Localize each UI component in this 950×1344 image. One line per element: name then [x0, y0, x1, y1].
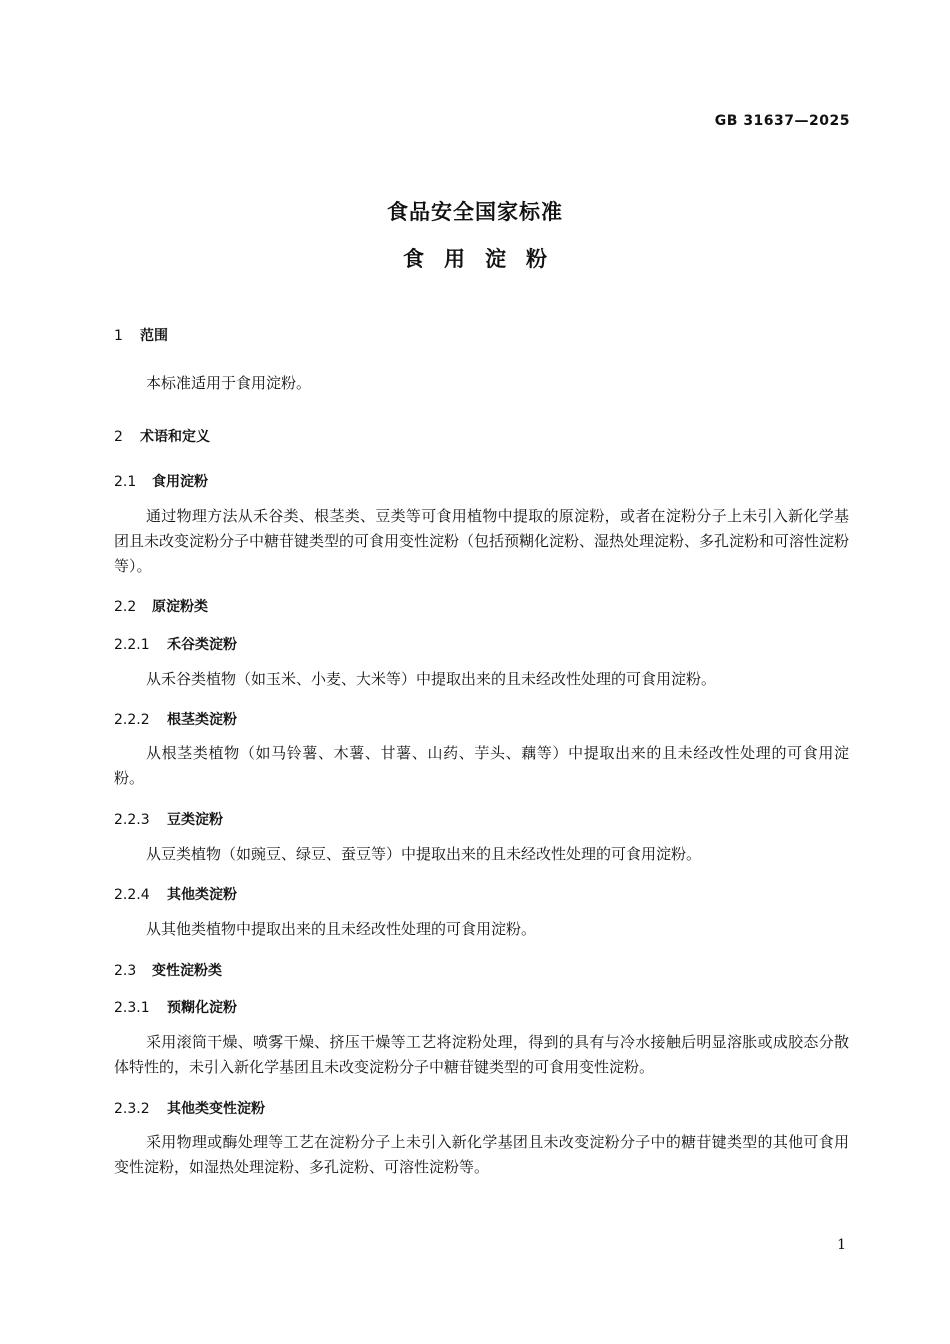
section-heading-2-2-2	[114, 709, 237, 729]
section-number: 2.3.2	[114, 1101, 150, 1117]
section-heading-2-1	[114, 471, 208, 491]
section-heading-2-3-2	[114, 1098, 265, 1118]
section-title: 术语和定义	[140, 429, 210, 445]
section-title: 根茎类淀粉	[167, 712, 237, 728]
section-title: 其他类变性淀粉	[167, 1101, 265, 1117]
section-2-3-1-text: 采用滚筒干燥、喷雾干燥、挤压干燥等工艺将淀粉处理，得到的具有与冷水接触后明显溶胀或成胶态分散体特性的，未引入新化学基团且未改变淀粉分子中糖苷键类型的可食用变性淀粉。	[114, 1033, 849, 1076]
section-number: 2.3	[114, 963, 137, 979]
page-subtitle: 食用淀粉	[403, 247, 567, 271]
section-2-1-text: 通过物理方法从禾谷类、根茎类、豆类等可食用植物中提取的原淀粉，或者在淀粉分子上未引入新化学基团且未改变淀粉分子中糖苷键类型的可食用变性淀粉（包括预糊化淀粉、湿热处理淀粉、多孔淀粉和可溶性淀粉等）。	[114, 507, 850, 575]
section-number: 2.3.1	[114, 1000, 150, 1016]
section-2-2-1-text: 从禾谷类植物（如玉米、小麦、大米等）中提取出来的且未经改性处理的可食用淀粉。	[146, 670, 717, 688]
section-number: 2.2	[114, 599, 137, 615]
standard-number: GB 31637—2025	[714, 113, 850, 129]
section-2-3-2-text: 采用物理或酶处理等工艺在淀粉分子上未引入新化学基团且未改变淀粉分子中的糖苷键类型的其他可食用变性淀粉，如湿热处理淀粉、多孔淀粉、可溶性淀粉等。	[114, 1133, 849, 1176]
section-heading-2-2-3	[114, 809, 223, 829]
section-title: 食用淀粉	[152, 474, 208, 490]
section-title: 范围	[140, 328, 168, 344]
section-number: 2.2.2	[114, 712, 150, 728]
section-2-2-2-text: 从根茎类植物（如马铃薯、木薯、甘薯、山药、芋头、藕等）中提取出来的且未经改性处理的可食用淀粉。	[114, 744, 849, 787]
section-heading-2-2	[114, 596, 208, 616]
page-title: 食品安全国家标准	[387, 200, 563, 224]
section-number: 2	[114, 429, 123, 445]
section-1-text: 本标准适用于食用淀粉。	[146, 374, 312, 392]
section-heading-2-3-1	[114, 997, 237, 1017]
section-title: 其他类淀粉	[167, 887, 237, 903]
section-title: 原淀粉类	[152, 599, 208, 615]
section-title: 豆类淀粉	[167, 812, 223, 828]
section-number: 2.2.1	[114, 637, 150, 653]
section-heading-2-3	[114, 960, 222, 980]
section-title: 预糊化淀粉	[167, 1000, 237, 1016]
section-heading-2	[114, 426, 210, 446]
section-number: 2.2.3	[114, 812, 150, 828]
section-2-2-4-text: 从其他类植物中提取出来的且未经改性处理的可食用淀粉。	[146, 920, 537, 938]
page-number: 1	[837, 1237, 846, 1253]
section-title: 禾谷类淀粉	[167, 637, 237, 653]
section-number: 1	[114, 328, 123, 344]
section-number: 2.1	[114, 474, 137, 490]
section-heading-2-2-4	[114, 884, 237, 904]
section-heading-2-2-1	[114, 634, 237, 654]
section-2-2-3-text: 从豆类植物（如豌豆、绿豆、蚕豆等）中提取出来的且未经改性处理的可食用淀粉。	[146, 845, 702, 863]
section-title: 变性淀粉类	[152, 963, 222, 979]
section-number: 2.2.4	[114, 887, 150, 903]
section-heading-1	[114, 325, 168, 345]
